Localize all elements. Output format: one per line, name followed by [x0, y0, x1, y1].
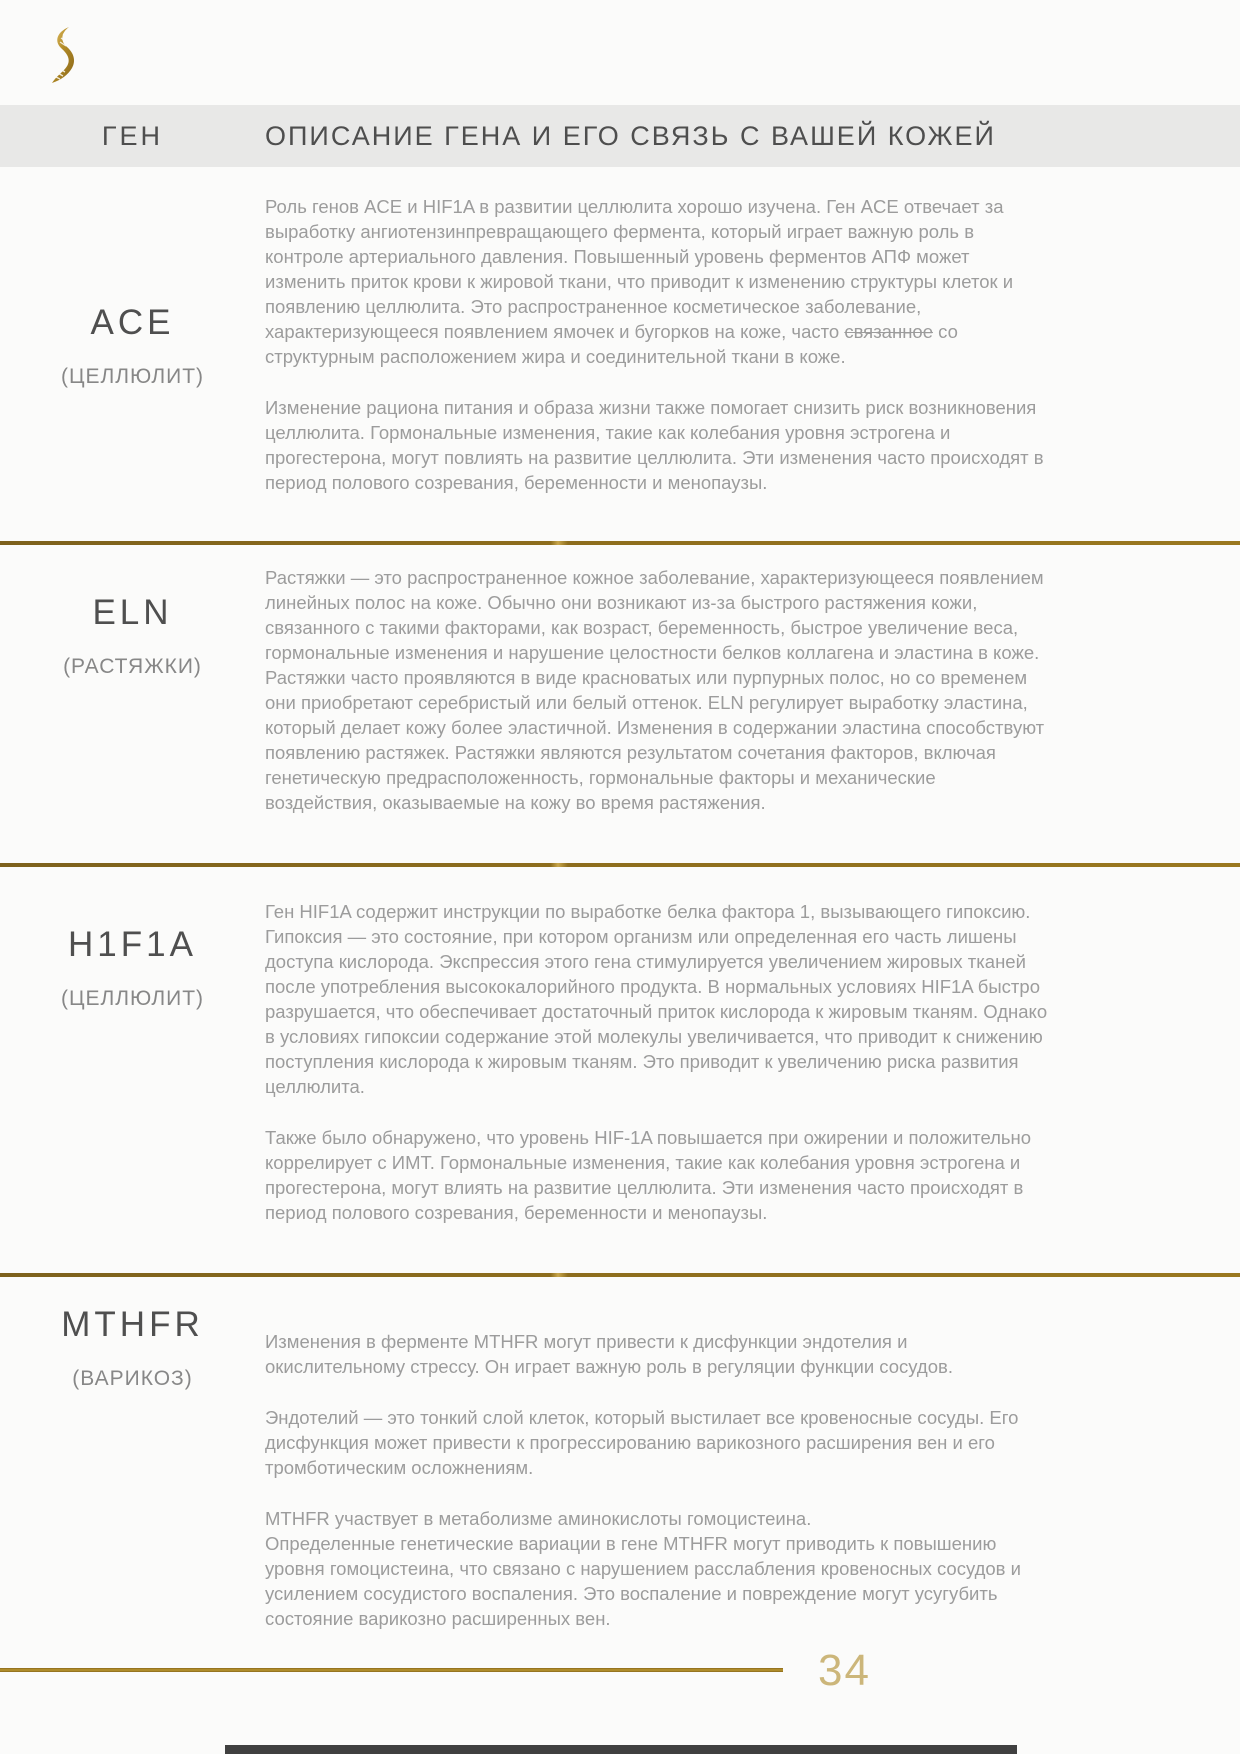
paragraph-text: со структурным расположением жира и соединительной ткани в коже.: [265, 321, 958, 367]
gene-name: ACE: [90, 303, 175, 342]
paragraph-text: Растяжки — это распространенное кожное заболевание, характеризующееся появлением линейных полос на коже. Обычно они возникают из-за быстрого растяжения кожи, связанного с такими факторами, как возраст, беременность, быстрое увеличение веса, гормональные изменения и нарушение целостности белков коллагена и эластина в коже. Растяжки часто проявляются в виде красноватых или пурпурных полос, но со временем они приобретают серебристый или белый оттенок. ELN регулирует выработку эластина, который делает кожу более эластичной. Изменения в содержании эластина способствуют появлению растяжек. Растяжки являются результатом сочетания факторов, включая генетическую предрасположенность, гормональные факторы и механические воздействия, оказываемые на кожу во время растяжения.: [265, 567, 1045, 813]
dna-helix-icon: [46, 26, 82, 84]
description-paragraph: [265, 1125, 1050, 1225]
description-paragraph: [265, 565, 1050, 815]
gene-subtitle: (ЦЕЛЛЮЛИТ): [60, 987, 205, 1010]
gene-cell: [0, 1277, 265, 1657]
strikethrough-text: связанное: [844, 321, 933, 342]
footer-gold-line: [0, 1668, 783, 1672]
gene-subtitle: (ЦЕЛЛЮЛИТ): [60, 365, 205, 388]
gene-name: ELN: [92, 593, 173, 632]
table-header: [0, 105, 1240, 167]
page-number: 34: [818, 1646, 871, 1695]
gene-name: H1F1A: [68, 925, 197, 964]
paragraph-text: Изменение рациона питания и образа жизни также помогает снизить риск возникновения целлюлита. Гормональные изменения, такие как колебания уровня эстрогена и прогестерона, могут повлиять на развитие целлюлита. Эти изменения часто происходят в период полового созревания, беременности и менопаузы.: [265, 397, 1044, 493]
paragraph-text: Роль генов ACE и HIF1A в развитии целлюлита хорошо изучена. Ген ACE отвечает за выработку ангиотензинпревращающего фермента, который играет важную роль в контроле артериального давления. Повышенный уровень ферментов АПФ может изменить приток крови к жировой ткани, что приводит к изменению структуры клеток и появлению целлюлита. Это распространенное косметическое заболевание, характеризующееся появлением ямочек и бугорков на коже, часто: [265, 196, 1014, 342]
description-paragraph: [265, 1329, 1050, 1379]
description-paragraph: [265, 1405, 1050, 1480]
gene-row-h1f1a: [0, 867, 1240, 1273]
gene-description: [265, 1277, 1240, 1657]
description-paragraph: [265, 194, 1050, 369]
paragraph-text: Изменения в ферменте MTHFR могут привести к дисфункции эндотелия и окислительному стрессу. Он играет важную роль в регуляции функции сосудов.: [265, 1331, 953, 1377]
header-description-column: ОПИСАНИЕ ГЕНА И ЕГО СВЯЗЬ С ВАШЕЙ КОЖЕЙ: [265, 120, 996, 151]
gene-cell: [0, 167, 265, 541]
gene-description: [265, 867, 1240, 1273]
paragraph-text: MTHFR участвует в метаболизме аминокислоты гомоцистеина.: [265, 1508, 812, 1529]
header-gene-column: ГЕН: [101, 120, 164, 151]
paragraph-text: Определенные генетические вариации в гене MTHFR могут приводить к повышению уровня гомоцистеина, что связано с нарушением расслабления кровеносных сосудов и усилением сосудистого воспаления. Это воспаление и повреждение могут усугубить состояние варикозно расширенных вен.: [265, 1533, 1021, 1629]
description-paragraph: [265, 1506, 1050, 1631]
gene-table-body: [0, 167, 1240, 1657]
bottom-edge-bar: [225, 1745, 1017, 1754]
gene-subtitle: (РАСТЯЖКИ): [63, 655, 202, 678]
paragraph-text: Эндотелий — это тонкий слой клеток, который выстилает все кровеносные сосуды. Его дисфункция может привести к прогрессированию варикозного расширения вен и его тромботическим осложнениям.: [265, 1407, 1019, 1478]
gene-name: MTHFR: [61, 1305, 204, 1344]
gene-description: [265, 167, 1240, 541]
description-paragraph: [265, 395, 1050, 495]
gene-cell: [0, 545, 265, 863]
gene-row-ace: [0, 167, 1240, 541]
gene-row-mthfr: [0, 1277, 1240, 1657]
gene-row-eln: [0, 545, 1240, 863]
paragraph-text: Ген HIF1A содержит инструкции по выработке белка фактора 1, вызывающего гипоксию. Гипоксия — это состояние, при котором организм или определенная его часть лишены доступа кислорода. Экспрессия этого гена стимулируется увеличением жировых тканей после употребления высококалорийного продукта. В нормальных условиях HIF1A быстро разрушается, что обеспечивает достаточный приток кислорода к жировым тканям. Однако в условиях гипоксии содержание этой молекулы увеличивается, что приводит к снижению поступления кислорода к жировым тканям. Это приводит к увеличению риска развития целлюлита.: [265, 901, 1048, 1097]
gene-subtitle: (ВАРИКОЗ): [72, 1367, 193, 1390]
gene-description: [265, 545, 1240, 863]
gene-cell: [0, 867, 265, 1273]
paragraph-text: Также было обнаружено, что уровень HIF-1A повышается при ожирении и положительно коррелирует с ИМТ. Гормональные изменения, такие как колебания уровня эстрогена и прогестерона, могут влиять на развитие целлюлита. Эти изменения часто происходят в период полового созревания, беременности и менопаузы.: [265, 1127, 1032, 1223]
description-paragraph: [265, 899, 1050, 1099]
